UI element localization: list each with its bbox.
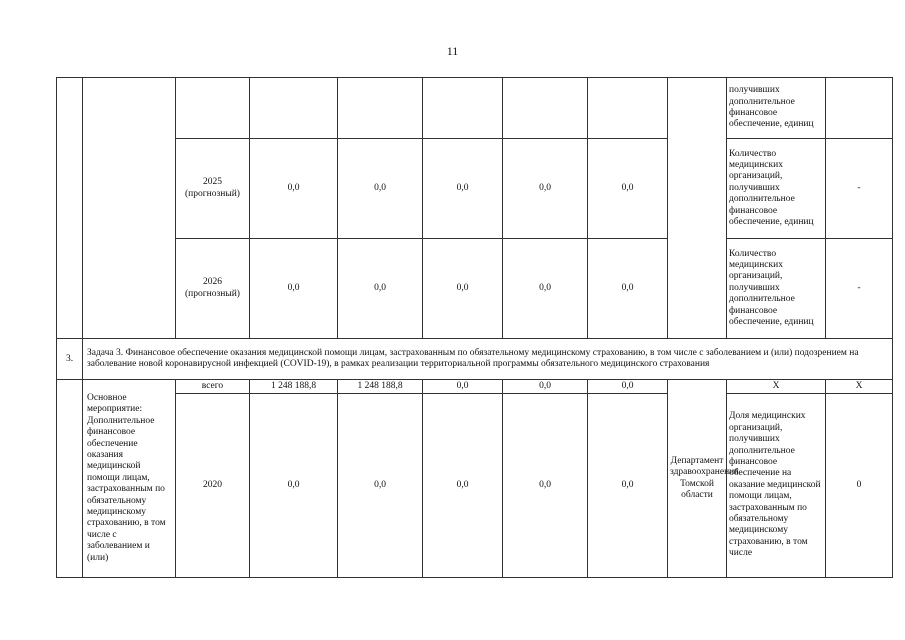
task-row bbox=[57, 339, 893, 380]
table-row bbox=[57, 394, 893, 578]
value-cell: 0,0 bbox=[338, 239, 423, 339]
executor-cell-empty bbox=[668, 78, 727, 339]
value-cell: 1 248 188,8 bbox=[338, 380, 423, 394]
value-cell: 0,0 bbox=[423, 380, 503, 394]
year-cell: 2020 bbox=[176, 394, 250, 578]
value-cell: 0,0 bbox=[250, 394, 338, 578]
value-cell: 0,0 bbox=[503, 394, 588, 578]
indicator-cell: получивших дополнительное финансовое обеспечение, единиц bbox=[727, 78, 826, 139]
value-cell: 0,0 bbox=[503, 380, 588, 394]
value-cell: 0,0 bbox=[338, 139, 423, 239]
program-table bbox=[56, 77, 893, 578]
year-cell: 2026 (прогнозный) bbox=[176, 239, 250, 339]
measure-name: Основное мероприятие: Дополнительное финансовое обеспечение оказания медицинской помощи лицам, застрахованным по обязательному медицинскому страхованию, в том числе с заболеванием и (или) bbox=[83, 380, 176, 578]
value-cell: 0,0 bbox=[338, 394, 423, 578]
measure-cell-empty bbox=[83, 78, 176, 339]
task-number: 3. bbox=[57, 339, 83, 380]
value-cell: 0,0 bbox=[503, 139, 588, 239]
value-cell: 0,0 bbox=[503, 239, 588, 339]
value-cell: 0,0 bbox=[250, 139, 338, 239]
executor-cell: Департамент здравоохранения Томской области bbox=[668, 380, 727, 578]
year-cell: 2025 (прогнозный) bbox=[176, 139, 250, 239]
value-cell: 0,0 bbox=[423, 239, 503, 339]
table-row bbox=[57, 380, 893, 394]
target-cell: - bbox=[826, 139, 893, 239]
indicator-cell: X bbox=[727, 380, 826, 394]
value-cell: 0,0 bbox=[423, 394, 503, 578]
indicator-cell: Доля медицинских организаций, получивших дополнительное финансовое обеспечение на оказание медицинской помощи лицам, застрахованным по обязательному медицинскому страхованию, в том числе bbox=[727, 394, 826, 578]
table-row bbox=[57, 78, 893, 139]
value-cell: 0,0 bbox=[588, 394, 668, 578]
num-cell-empty bbox=[57, 78, 83, 339]
value-cell: 0,0 bbox=[250, 239, 338, 339]
value-cell: 0,0 bbox=[588, 380, 668, 394]
value-cell: 0,0 bbox=[588, 239, 668, 339]
task-title: Задача 3. Финансовое обеспечение оказания медицинской помощи лицам, застрахованным по обязательному медицинскому страхованию, в том числе с заболеванием и (или) подозрением на заболевание новой коронавирусной инфекцией (COVID-19), в рамках реализации территориальной программы обязательного медицинского страхования bbox=[83, 339, 893, 380]
target-cell: - bbox=[826, 239, 893, 339]
table-row bbox=[57, 139, 893, 239]
table-row bbox=[57, 239, 893, 339]
indicator-cell: Количество медицинских организаций, получивших дополнительное финансовое обеспечение, единиц bbox=[727, 239, 826, 339]
value-cell: 0,0 bbox=[423, 139, 503, 239]
value-cell: 1 248 188,8 bbox=[250, 380, 338, 394]
target-cell: 0 bbox=[826, 394, 893, 578]
year-cell: всего bbox=[176, 380, 250, 394]
target-cell: X bbox=[826, 380, 893, 394]
indicator-cell: Количество медицинских организаций, получивших дополнительное финансовое обеспечение, единиц bbox=[727, 139, 826, 239]
page-number: 11 bbox=[446, 44, 459, 58]
value-cell: 0,0 bbox=[588, 139, 668, 239]
